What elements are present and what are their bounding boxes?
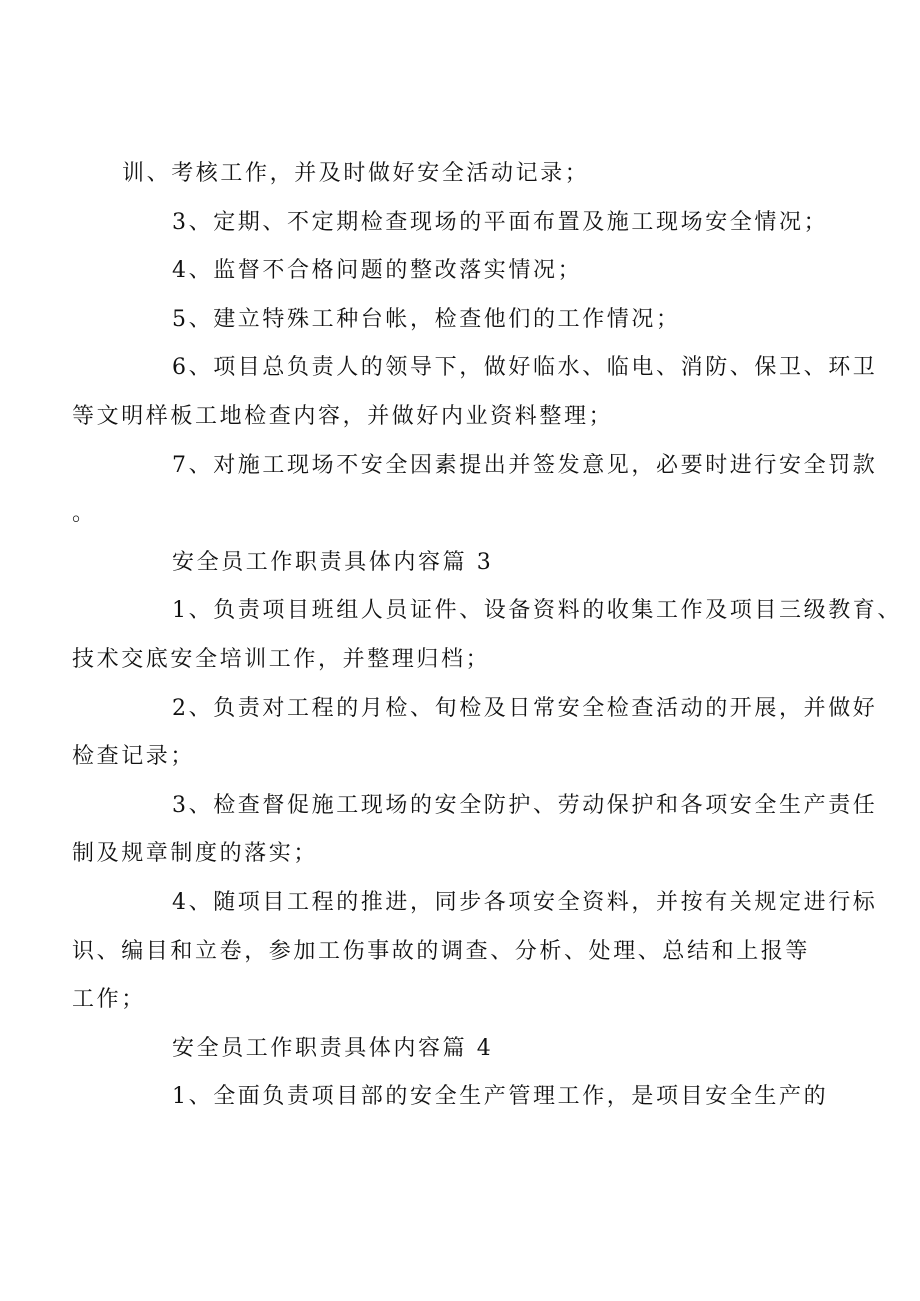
text-line: 工作； [72,987,146,1013]
document-body [72,150,902,1122]
text-line: 1、全面负责项目部的安全生产管理工作，是项目安全生产的 [172,1084,829,1110]
section-heading [122,1025,822,1074]
text-line: 技术交底安全培训工作，并整理归档； [72,646,491,672]
text-line: 等文明样板工地检查内容，并做好内业资料整理； [72,403,614,429]
text-line: 安全员工作职责具体内容篇 3 [172,549,494,575]
paragraph [72,879,878,1025]
text-line: 。 [72,501,97,527]
paragraph [72,685,878,782]
text-line: 1、负责项目班组人员证件、设备资料的收集工作及项目三级教育、 [172,598,902,624]
paragraph [72,782,878,879]
text-line: 训、考核工作，并及时做好安全活动记录； [122,161,590,186]
paragraph [72,344,878,441]
text-line: 4、随项目工程的推进，同步各项安全资料，并按有关规定进行标 [172,889,878,915]
paragraph [122,1073,829,1122]
text-line: 5、建立特殊工种台帐，检查他们的工作情况； [172,306,681,332]
text-line: 制及规章制度的落实； [72,841,319,867]
text-line: 检查记录； [72,744,196,770]
paragraph [122,247,822,296]
paragraph [72,587,902,684]
text-line: 6、项目总负责人的领导下，做好临水、临电、消防、保卫、环卫 [172,355,878,381]
text-line: 识、编目和立卷，参加工伤事故的调查、分析、处理、总结和上报等 [72,938,811,964]
text-line: 4、监督不合格问题的整改落实情况； [172,258,583,284]
paragraph [122,150,822,199]
paragraph [122,199,829,248]
text-line: 7、对施工现场不安全因素提出并签发意见，必要时进行安全罚款 [172,452,878,478]
text-line: 安全员工作职责具体内容篇 4 [172,1035,494,1061]
text-line: 2、负责对工程的月检、旬检及日常安全检查活动的开展，并做好 [172,695,878,721]
section-heading [122,539,822,588]
paragraph [72,442,878,539]
text-line: 3、定期、不定期检查现场的平面布置及施工现场安全情况； [172,209,829,235]
text-line: 3、检查督促施工现场的安全防护、劳动保护和各项安全生产责任 [172,792,878,818]
paragraph [122,296,822,345]
